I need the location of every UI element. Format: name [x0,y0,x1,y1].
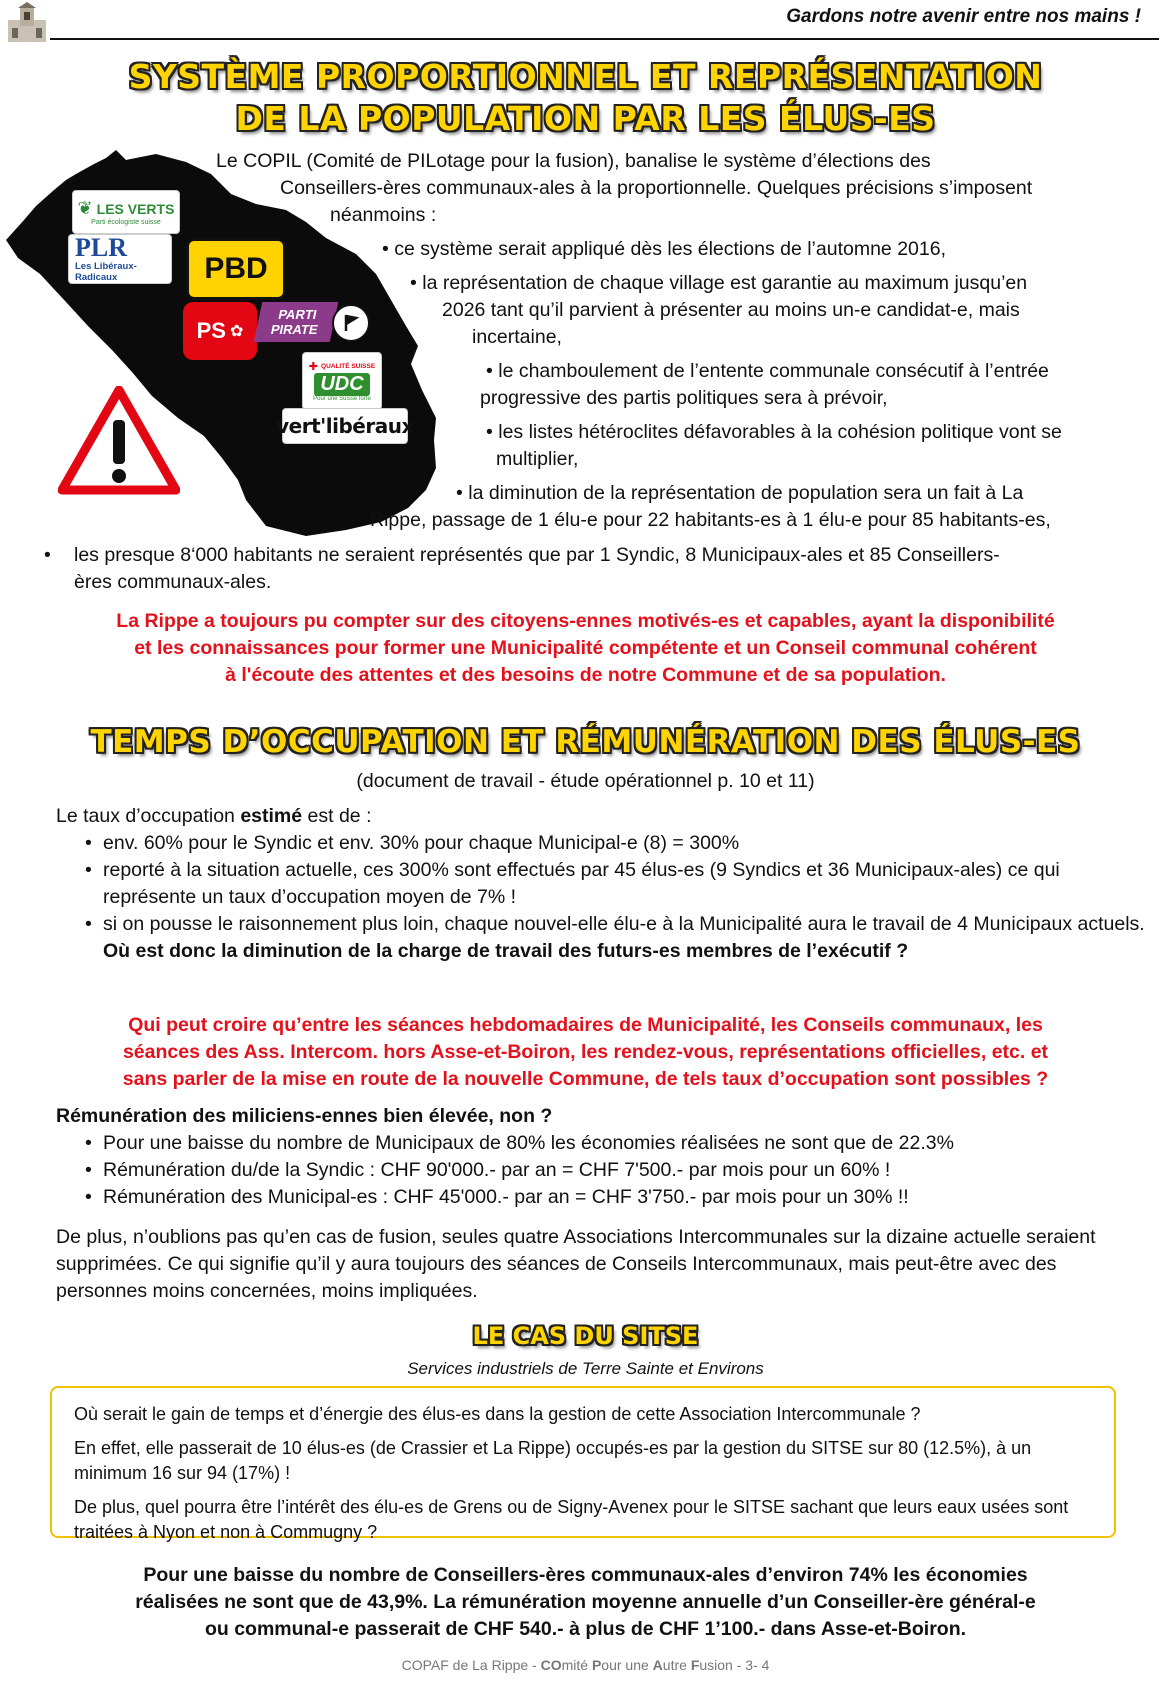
s3-conclusion-line3: ou communal-e passerait de CHF 540.- à plus de CHF 1’100.- dans Asse-et-Boiron. [204,1618,967,1640]
s1-bullet-6-line1: les presque 8‘000 habitants ne seraient représentés que par 1 Syndic, 8 Municipaux-ales et 85 Conseillers- [74,544,1000,566]
section3-title: LE CAS DU SITSE [472,1322,699,1350]
s2-remuneration-heading: Rémunération des miliciens-ennes bien élevée, non ? [56,1105,553,1127]
pirate-flag-icon [332,304,370,342]
pirate-label-1: PARTI [276,307,319,322]
page-footer [0,1657,1171,1673]
s3-conclusion [0,1562,1171,1643]
udc-badge: QUALITÉ SUISSE [321,363,376,370]
s2-bullet-item: • env. 60% pour le Syndic et env. 30% pour chaque Municipal-e (8) = 300% [85,830,1145,857]
section2-title: TEMPS D’OCCUPATION ET RÉMUNÉRATION DES ÉLUS-ES [90,724,1081,760]
udc-logo [302,352,382,410]
s2-bullet-item [85,911,1145,965]
footer-part: A [652,1657,663,1673]
swiss-cross-icon: ✚ [308,361,319,373]
footer-part: utre [662,1657,691,1673]
s1-bullet-2-line2: 2026 tant qu’il parvient à présenter au moins un-e candidat-e, mais [442,299,1020,321]
s2-remuneration-item: • Rémunération du/de la Syndic : CHF 90'000.- par an = CHF 7'500.- par mois pour un 60% ! [85,1157,1145,1184]
les-verts-label: LES VERTS [96,200,175,217]
s2-alert-line3: sans parler de la mise en route de la nouvelle Commune, de tels taux d’occupation sont possibles ? [122,1068,1049,1090]
s2-remuneration-list [85,1130,1145,1211]
s2-lead [56,803,371,830]
footer-part: CO [540,1657,562,1673]
s1-bullet-1: • ce système serait appliqué dès les élections de l’automne 2016, [382,238,946,260]
s1-alert-line3: à l'écoute des attentes et des besoins de notre Commune et de sa population. [225,664,946,686]
s2-lead-pre: Le taux d’occupation [56,805,241,827]
sitse-box-line: En effet, elle passerait de 10 élus-es (de Crassier et La Rippe) occupés-es par la gestion du SITSE sur 80 (12.5%), à un minimum 16 sur 94 (17%) ! [74,1438,1032,1483]
s1-bullet-5-line2: Rippe, passage de 1 élu-e pour 22 habitants-es à 1 élu-e pour 85 habitants-es, [370,509,1051,531]
s1-alert-text [20,608,1151,689]
ps-logo [183,302,257,360]
s1-bullet-3-line2: progressive des partis politiques sera à prévoir, [480,387,888,409]
vert-liberaux-logo [276,408,414,444]
s3-conclusion-line2: réalisées ne sont que de 43,9%. La rémunération moyenne annuelle d’un Conseiller-ère général-e [135,1591,1036,1613]
church-logo-icon [6,2,48,47]
leaf-icon: ❦ [77,198,93,218]
udc-label: UDC [314,373,369,396]
footer-part: P [591,1657,602,1673]
header-divider [50,38,1159,40]
plr-label: PLR [75,233,127,262]
s2-bullet-3-text: si on pousse le raisonnement plus loin, chaque nouvel-elle élu-e à la Municipalité aura le travail de 4 Municipaux actuels. [103,913,1145,935]
s2-closing-paragraph: De plus, n’oublions pas qu’en cas de fusion, seules quatre Associations Intercommunales sur la dizaine actuelle seraient supprimées. Ce qui signifie qu’il y aura toujours des séances de Conseils Intercommunaux, mais peut-être avec des personnes moins concernées, moins impliquées. [56,1226,1096,1302]
warning-icon [58,386,180,501]
s2-alert-line2: séances des Ass. Intercom. hors Asse-et-Boiron, les rendez-vous, représentations officielles, etc. et [122,1041,1049,1063]
s1-bullet-6-dot: • [44,544,51,566]
plr-sublabel: Les Libéraux-Radicaux [75,261,137,283]
plr-logo [68,234,172,284]
s1-intro-line3: néanmoins : [330,204,437,226]
section2-subtitle: (document de travail - étude opérationnel p. 10 et 11) [356,770,815,792]
s1-bullet-3-line1: • le chamboulement de l’entente communale consécutif à l’entrée [486,360,1049,382]
footer-part: COPAF de La Rippe - [401,1657,541,1673]
s2-alert-text [20,1012,1151,1093]
section1-title [0,56,1171,140]
s1-bullet-4-line2: multiplier, [496,448,579,470]
s2-remuneration-item: • Rémunération des Municipal-es : CHF 45'000.- par an = CHF 3'750.- par mois pour un 30% !! [85,1184,1145,1211]
pbd-logo [186,238,286,300]
s2-bullet-item: • reporté à la situation actuelle, ces 300% sont effectués par 45 élus-es (9 Syndics et 36 Municipaux-ales) ce qui représente un taux d’occupation moyen de 7% ! [85,857,1145,911]
s1-bullet-2-line1: • la représentation de chaque village est garantie au maximum jusqu’en [410,272,1028,294]
rose-icon: ✿ [229,323,244,340]
s2-lead-post: est de : [302,805,372,827]
s1-alert-line2: et les connaissances pour former une Municipalité compétente et un Conseil communal cohérent [134,637,1037,659]
section3-subtitle: Services industriels de Terre Sainte et Environs [407,1359,764,1378]
sitse-info-box [50,1386,1116,1542]
footer-part: mité [561,1657,592,1673]
s1-alert-line1: La Rippe a toujours pu compter sur des citoyens-ennes motivés-es et capables, ayant la disponibilité [116,610,1055,632]
les-verts-sublabel: Parti écologiste suisse [91,219,161,226]
sitse-box-line: De plus, quel pourra être l’intérêt des élu-es de Grens ou de Signy-Avenex pour le SITSE sachant que leurs eaux usées sont traitées à Nyon et non à Commugny ? [74,1497,1069,1542]
footer-part: our une [601,1657,653,1673]
udc-sublabel: Pour une Suisse forte [313,396,371,402]
les-verts-logo [72,190,180,234]
s1-intro-line2: Conseillers-ères communaux-ales à la proportionnelle. Quelques précisions s’imposent [280,177,1033,199]
s2-bullet-list [85,830,1145,965]
footer-part: F [690,1657,700,1673]
s1-intro-line1: Le COPIL (Comité de PILotage pour la fusion), banalise le système d’élections des [216,150,931,172]
pbd-label: PBD [204,252,268,285]
s1-bullet-5-line1: • la diminution de la représentation de population sera un fait à La [456,482,1024,504]
parti-pirate-logo [258,302,368,346]
s1-bullet-6-line2: ères communaux-ales. [74,571,272,593]
s2-lead-bold: estimé [240,805,303,827]
section1-title-line2: DE LA POPULATION PAR LES ÉLUS-ES [235,99,936,138]
header-tagline: Gardons notre avenir entre nos mains ! [786,6,1141,27]
vert-liberaux-label: vert'libéraux [276,414,414,438]
s2-remuneration-item: • Pour une baisse du nombre de Municipaux de 80% les économies réalisées ne sont que de 22.3% [85,1130,1145,1157]
s3-conclusion-line1: Pour une baisse du nombre de Conseillers-ères communaux-ales d’environ 74% les économies [143,1564,1028,1586]
pirate-label-2: PIRATE [269,322,320,337]
footer-part: usion - 3- 4 [699,1657,770,1673]
s1-bullet-4-line1: • les listes hétéroclites défavorables à la cohésion politique vont se [486,421,1062,443]
s1-bullet-2-line3: incertaine, [472,326,562,348]
section1-title-line1: SYSTÈME PROPORTIONNEL ET REPRÉSENTATION [128,57,1043,96]
s2-bullet-3-bold: Où est donc la diminution de la charge de travail des futurs-es membres de l’exécutif ? [103,940,909,962]
sitse-box-line: Où serait le gain de temps et d’énergie des élus-es dans la gestion de cette Association Intercommunale ? [74,1404,921,1424]
ps-label: PS [196,318,226,343]
s2-alert-line1: Qui peut croire qu’entre les séances hebdomadaires de Municipalité, les Conseils communaux, les [128,1014,1043,1036]
